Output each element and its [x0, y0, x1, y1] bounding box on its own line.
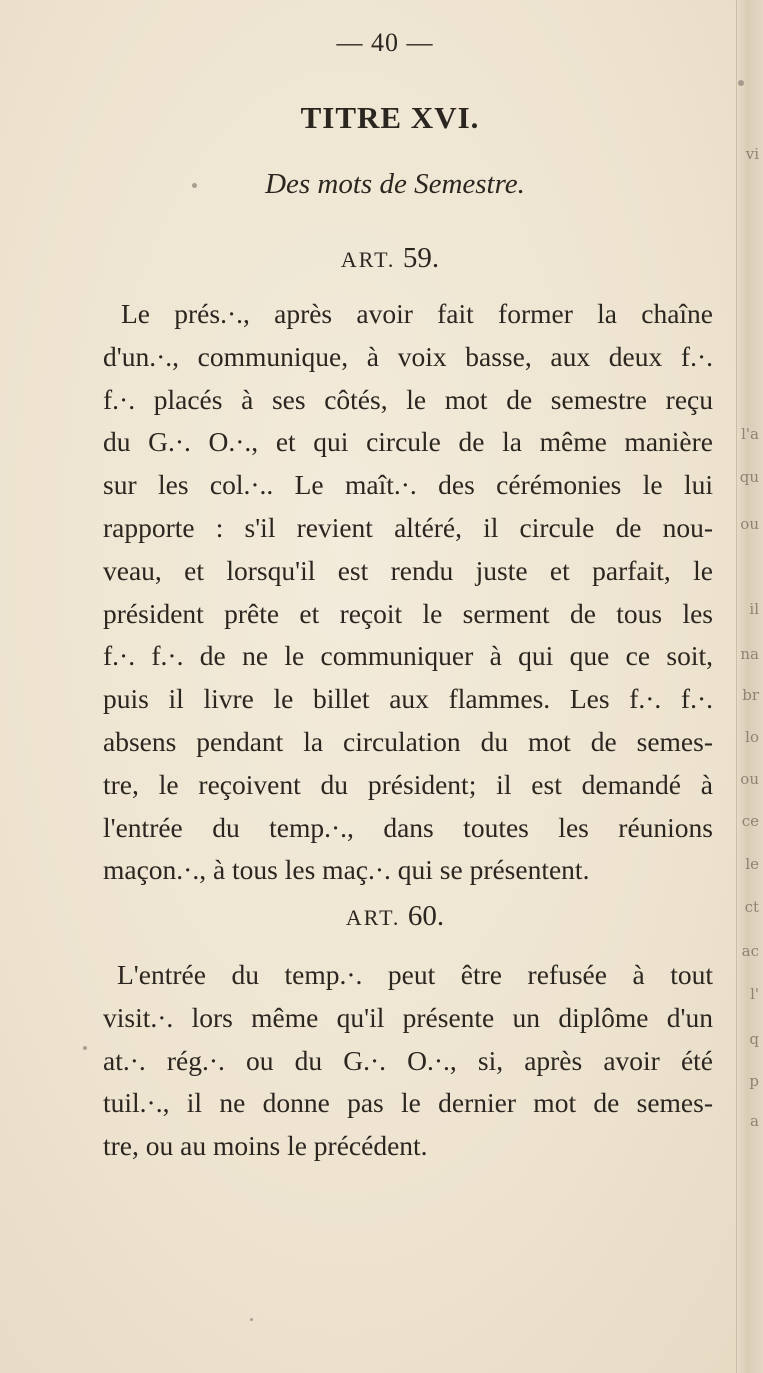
- edge-fragment: ou: [740, 515, 759, 533]
- text-line: visit.·. lors même qu'il présente un diplôme d'un: [103, 1001, 713, 1033]
- edge-fragment: qu: [739, 468, 759, 486]
- paper-speck: [250, 1318, 253, 1321]
- text-line: d'un.·., communique, à voix basse, aux deux f.·.: [103, 340, 713, 372]
- text-line: sur les col.·.. Le maît.·. des cérémonies le lui: [103, 469, 713, 501]
- article-paragraph: [103, 954, 713, 1168]
- edge-fragment: q: [749, 1030, 759, 1048]
- text-line: maçon.·., à tous les maç.·. qui se présentent.: [103, 854, 590, 886]
- text-line: tre, le reçoivent du président; il est demandé à: [103, 768, 713, 800]
- edge-fragment: a: [750, 1112, 759, 1130]
- text-line: veau, et lorsqu'il est rendu juste et parfait, le: [103, 554, 713, 586]
- edge-fragment: br: [742, 686, 759, 704]
- edge-fragment: il: [749, 600, 759, 618]
- page-number: — 40 —: [336, 28, 434, 57]
- text-line: at.·. rég.·. ou du G.·. O.·., si, après avoir été: [103, 1044, 713, 1076]
- section-subtitle: Des mots de Semestre.: [265, 168, 525, 200]
- text-line: l'entrée du temp.·., dans toutes les réunions: [103, 811, 713, 843]
- edge-fragment: ct: [744, 898, 759, 916]
- text-line: puis il livre le billet aux flammes. Les f.·. f.·.: [103, 683, 713, 715]
- next-page-edge: [736, 0, 763, 1373]
- edge-fragment: lo: [745, 728, 759, 746]
- article-label: ART.: [340, 247, 396, 272]
- edge-fragment: vi: [745, 145, 759, 163]
- edge-fragment: le: [745, 855, 759, 873]
- paper-speck: [83, 1046, 87, 1050]
- article-paragraph: [103, 293, 713, 892]
- article-number: 59.: [402, 242, 440, 274]
- paper-speck: [738, 80, 744, 86]
- edge-fragment: ce: [741, 812, 759, 830]
- section-title: TITRE XVI.: [300, 100, 480, 135]
- text-line: f.·. f.·. de ne le communiquer à qui que ce soit,: [103, 640, 713, 672]
- edge-fragment: p: [749, 1072, 759, 1090]
- edge-fragment: na: [740, 645, 759, 663]
- text-line: du G.·. O.·., et qui circule de la même manière: [103, 426, 713, 458]
- text-line: absens pendant la circulation du mot de semes-: [103, 725, 713, 757]
- text-line: f.·. placés à ses côtés, le mot de semestre reçu: [103, 383, 713, 415]
- article-heading: [0, 900, 763, 933]
- article-number: 60.: [407, 900, 445, 932]
- text-line: L'entrée du temp.·. peut être refusée à tout: [117, 959, 713, 990]
- text-line: tuil.·., il ne donne pas le dernier mot de semes-: [103, 1087, 713, 1119]
- edge-fragment: ac: [741, 942, 759, 960]
- text-line: Le prés.·., après avoir fait former la chaîne: [121, 298, 713, 329]
- article-label: ART.: [345, 905, 401, 930]
- text-line: rapporte : s'il revient altéré, il circule de nou-: [103, 511, 713, 543]
- text-line: tre, ou au moins le précédent.: [103, 1130, 428, 1162]
- edge-fragment: l'a: [741, 425, 759, 443]
- edge-fragment: l': [750, 985, 759, 1003]
- paper-speck: [192, 183, 197, 188]
- article-heading: [0, 242, 763, 275]
- text-line: président prête et reçoit le serment de tous les: [103, 597, 713, 629]
- edge-fragment: ou: [740, 770, 759, 788]
